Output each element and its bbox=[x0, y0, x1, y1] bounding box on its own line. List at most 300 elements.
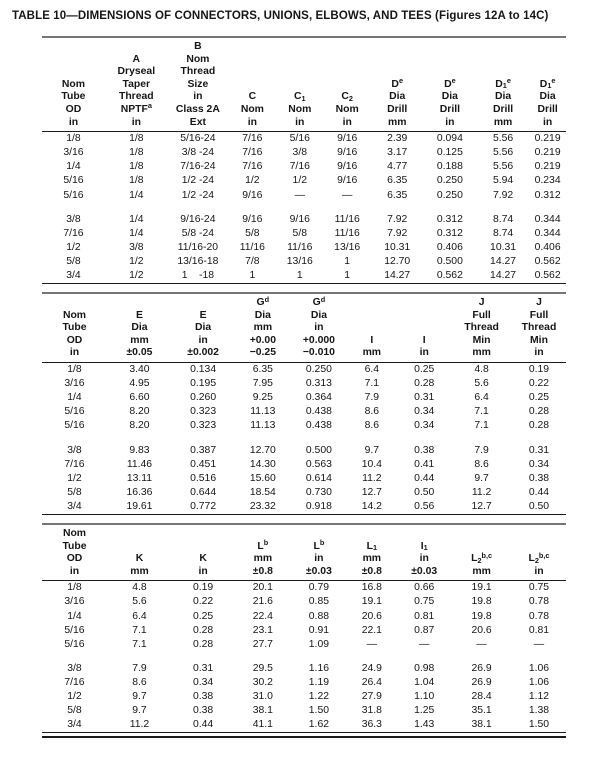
table-cell: 3/8 bbox=[67, 444, 82, 456]
table-cell: 0.644 bbox=[190, 486, 217, 498]
table-cell: 1/8 bbox=[129, 147, 144, 159]
table-cell: 0.219 bbox=[534, 161, 561, 173]
table-cell: 0.38 bbox=[192, 705, 214, 717]
table-cell: 3/4 bbox=[66, 270, 81, 281]
table-row bbox=[42, 472, 566, 486]
table-cell: 3.40 bbox=[129, 364, 150, 376]
table-cell: 1/2 bbox=[245, 175, 260, 187]
table-cell: 6.4 bbox=[364, 364, 380, 376]
table-cell: 1/8 bbox=[129, 175, 144, 187]
table-cell: 9/16 bbox=[337, 147, 358, 159]
table-cell: 11.2 bbox=[362, 472, 382, 484]
column-header: De Dia Drill mm bbox=[372, 37, 423, 132]
table-row bbox=[42, 595, 566, 609]
table-cell: 41.1 bbox=[252, 719, 273, 731]
table-cell: 21.6 bbox=[252, 596, 273, 608]
table-cell: 0.22 bbox=[192, 596, 214, 608]
column-header: Nom Tube OD in bbox=[42, 293, 107, 362]
table-cell: 14.2 bbox=[361, 500, 382, 512]
table-cell: 0.34 bbox=[414, 420, 435, 432]
table-cell: 6.35 bbox=[387, 175, 408, 187]
table-cell: 5/8 bbox=[66, 255, 81, 267]
table-cell: — bbox=[533, 638, 545, 650]
table-cell: 7/8 bbox=[245, 255, 260, 267]
table-cell: 4.95 bbox=[129, 378, 150, 390]
table-cell: 2.39 bbox=[387, 133, 408, 145]
table-cell: 7.9 bbox=[474, 444, 489, 456]
table-cell: 8.74 bbox=[492, 227, 514, 239]
table-cell: 0.79 bbox=[308, 582, 330, 594]
header-row bbox=[42, 524, 566, 581]
table-cell: 0.516 bbox=[190, 472, 217, 484]
table-row bbox=[42, 227, 566, 241]
table-cell: 0.31 bbox=[528, 444, 550, 456]
table-cell: 0.34 bbox=[528, 458, 550, 470]
table-cell: 1.25 bbox=[414, 705, 435, 717]
table-row bbox=[42, 363, 566, 378]
table-cell: 22.4 bbox=[252, 610, 273, 622]
table-cell: 3/4 bbox=[67, 719, 82, 731]
table-cell: 3/8 -24 bbox=[181, 147, 215, 159]
table-cell: 0.250 bbox=[436, 189, 463, 201]
table-cell: 5/16 bbox=[64, 406, 85, 418]
table-cell: 0.438 bbox=[305, 420, 332, 432]
table-cell: 0.38 bbox=[528, 472, 550, 484]
table-cell: 1 bbox=[344, 255, 351, 267]
table-cell: 5/16 bbox=[63, 189, 84, 201]
table-cell: 7.1 bbox=[132, 638, 147, 650]
column-header: C Nom in bbox=[228, 37, 277, 132]
table-cell: 0.323 bbox=[190, 406, 217, 418]
table-cell: 6.4 bbox=[132, 610, 147, 622]
table-cell: 0.219 bbox=[534, 133, 561, 145]
table-cell: 1.38 bbox=[528, 705, 550, 717]
table-cell: 6.60 bbox=[129, 392, 150, 404]
table-cell: 0.312 bbox=[436, 227, 463, 239]
table-cell: 9/16 bbox=[242, 213, 263, 225]
table-cell: 0.31 bbox=[414, 392, 435, 404]
table-cell: 14.27 bbox=[384, 270, 411, 281]
table-cell: 0.28 bbox=[192, 638, 214, 650]
table-cell: 1/4 bbox=[129, 189, 144, 201]
table-cell: 7/16 bbox=[242, 133, 263, 145]
table-row bbox=[42, 213, 566, 227]
table-cell: 7/16 bbox=[242, 147, 263, 159]
table-cell: 12.7 bbox=[361, 486, 382, 498]
table-cell: 11/16 bbox=[287, 241, 313, 253]
table-cell: 1.19 bbox=[308, 676, 330, 688]
table-cell: 19.8 bbox=[471, 610, 492, 622]
table-row bbox=[42, 610, 566, 624]
table-cell: 0.87 bbox=[414, 624, 435, 636]
column-header: $L_2^{b,c}$ in bbox=[512, 524, 566, 581]
column-header: A Dryseal Taper Thread NPTF$^a$ in bbox=[105, 37, 168, 132]
table-row bbox=[42, 444, 566, 458]
table-cell: 0.88 bbox=[308, 610, 330, 622]
table-cell: 0.81 bbox=[414, 610, 435, 622]
table-title: TABLE 10—DIMENSIONS OF CONNECTORS, UNIONS, ELBOWS, AND TEES (Figures 12A to 14C) bbox=[12, 10, 549, 22]
table-cell: 38.1 bbox=[471, 719, 492, 731]
table-row bbox=[42, 419, 566, 433]
table-cell: 6.35 bbox=[252, 364, 273, 376]
table-cell: 5.56 bbox=[492, 133, 514, 145]
table-cell: 7.1 bbox=[474, 406, 489, 418]
table-cell: 0.500 bbox=[436, 255, 463, 267]
table-cell: 7/16-24 bbox=[180, 161, 216, 173]
header-row bbox=[42, 37, 566, 132]
table-cell: 9.7 bbox=[364, 444, 380, 456]
table-cell: 12.70 bbox=[384, 255, 411, 267]
table-cell: 0.41 bbox=[414, 458, 435, 470]
column-header: J Full Thread Min mm bbox=[451, 293, 512, 362]
table-cell: 1/4 bbox=[66, 161, 81, 173]
table-cell: 9.25 bbox=[252, 392, 273, 404]
table-cell: 7.92 bbox=[492, 189, 514, 201]
table-cell: 5.6 bbox=[132, 596, 147, 608]
table-cell: 31.8 bbox=[361, 705, 382, 717]
table-cell: 0.451 bbox=[190, 458, 217, 470]
table-cell: 9/16 bbox=[337, 175, 358, 187]
table-cell: 35.1 bbox=[471, 705, 492, 717]
table-cell: 0.188 bbox=[436, 161, 463, 173]
table-cell: 0.323 bbox=[190, 420, 217, 432]
table-cell: 4.77 bbox=[387, 161, 408, 173]
table-cell: 1.22 bbox=[308, 691, 330, 703]
table-cell: 1/4 bbox=[67, 392, 82, 404]
table-cell: 0.562 bbox=[534, 255, 561, 267]
column-header: E Dia in ±0.002 bbox=[172, 293, 234, 362]
table-cell: 7.1 bbox=[364, 378, 380, 390]
table-cell: 0.250 bbox=[436, 175, 463, 187]
table-cell: — bbox=[341, 189, 353, 201]
table-cell: 1/2 bbox=[66, 241, 81, 253]
table-cell: 16.36 bbox=[126, 486, 153, 498]
table-cell: 3/16 bbox=[64, 596, 85, 608]
table-cell: 1/4 bbox=[129, 227, 144, 239]
table-cell: 0.25 bbox=[414, 364, 435, 376]
table-cell: 5/8 -24 bbox=[181, 227, 215, 239]
column-header: $L_1$ mm ±0.8 bbox=[346, 524, 397, 581]
table-row bbox=[42, 662, 566, 676]
header-row bbox=[42, 293, 566, 362]
table-cell: 20.6 bbox=[361, 610, 382, 622]
table-cell: 29.5 bbox=[252, 662, 273, 674]
table-cell: 0.312 bbox=[534, 189, 561, 201]
table-cell: 13/16 bbox=[286, 255, 313, 267]
table-cell: 26.9 bbox=[471, 676, 492, 688]
table-cell: 9.7 bbox=[474, 472, 489, 484]
table-cell: 0.918 bbox=[305, 500, 332, 512]
table-cell: 0.75 bbox=[414, 596, 435, 608]
table-cell: 5/16 bbox=[64, 624, 85, 636]
table-row bbox=[42, 391, 566, 405]
table-cell: 0.81 bbox=[528, 624, 550, 636]
table-cell: 1/2 bbox=[129, 255, 144, 267]
table-stack bbox=[42, 36, 566, 738]
table-cell: 11.13 bbox=[250, 406, 276, 418]
table-cell: 1.04 bbox=[414, 676, 435, 688]
table-cell: 18.54 bbox=[249, 486, 276, 498]
table-cell: 0.234 bbox=[534, 175, 561, 187]
table-cell: 1/4 bbox=[129, 213, 144, 225]
table-cell: 1 bbox=[249, 270, 256, 281]
table-cell: 5/8 bbox=[292, 227, 307, 239]
table-cell: 0.44 bbox=[528, 486, 550, 498]
table-cell: 8.74 bbox=[492, 213, 514, 225]
column-header: I mm bbox=[346, 293, 397, 362]
table-row bbox=[42, 624, 566, 638]
column-header: J Full Thread Min in bbox=[512, 293, 566, 362]
table-cell: 7/16 bbox=[289, 161, 310, 173]
table-cell: 1/4 bbox=[67, 610, 82, 622]
table-row bbox=[42, 377, 566, 391]
table-cell: 20.6 bbox=[471, 624, 492, 636]
table-cell: 11.46 bbox=[126, 458, 153, 470]
table-row bbox=[42, 718, 566, 733]
table-cell: 1.43 bbox=[414, 719, 435, 731]
column-header: $C_2$ Nom in bbox=[323, 37, 372, 132]
column-header: E Dia mm ±0.05 bbox=[107, 293, 172, 362]
dimensions-table-thread-and-drill bbox=[42, 36, 566, 284]
table-cell: 13/16 bbox=[334, 241, 361, 253]
table-cell: 27.7 bbox=[252, 638, 273, 650]
table-cell: 4.8 bbox=[132, 582, 147, 594]
table-cell: 26.9 bbox=[471, 662, 492, 674]
table-cell: 9/16 bbox=[289, 213, 310, 225]
table-cell: 5.94 bbox=[492, 175, 514, 187]
table-cell: 11.13 bbox=[250, 420, 276, 432]
table-cell: 9/16 bbox=[242, 189, 263, 201]
table-cell: 0.438 bbox=[305, 406, 332, 418]
table-row bbox=[42, 132, 566, 147]
table-cell: 11.2 bbox=[471, 486, 492, 498]
table-cell: 0.56 bbox=[414, 500, 435, 512]
table-cell: 3/8 bbox=[129, 241, 144, 253]
table-cell: 0.22 bbox=[528, 378, 550, 390]
table-cell: — bbox=[294, 189, 305, 201]
table-cell: — bbox=[366, 638, 377, 650]
table-cell: 36.3 bbox=[361, 719, 382, 731]
table-cell: 0.195 bbox=[190, 378, 217, 390]
table-row bbox=[42, 676, 566, 690]
table-cell: 0.38 bbox=[414, 444, 435, 456]
document-page bbox=[0, 9, 608, 738]
table-row bbox=[42, 500, 566, 515]
table-cell: 0.312 bbox=[436, 213, 463, 225]
table-row bbox=[42, 405, 566, 419]
table-cell: 0.25 bbox=[192, 610, 214, 622]
column-header: Nom Tube OD in bbox=[42, 37, 105, 132]
table-cell: 1.06 bbox=[528, 676, 550, 688]
table-cell: 24.9 bbox=[361, 662, 382, 674]
table-cell: 5/8 bbox=[67, 486, 82, 498]
table-cell: 8.6 bbox=[364, 420, 380, 432]
table-cell: 38.1 bbox=[252, 705, 273, 717]
table-cell: 1/2 -24 bbox=[181, 175, 215, 187]
column-header: I in bbox=[397, 293, 451, 362]
table-cell: 7.1 bbox=[474, 420, 489, 432]
table-cell: 13.11 bbox=[126, 472, 153, 484]
table-cell: 1/2 -24 bbox=[181, 189, 215, 201]
table-cell: 0.364 bbox=[305, 392, 332, 404]
table-cell: 0.85 bbox=[308, 596, 330, 608]
table-cell: 7.1 bbox=[132, 624, 147, 636]
table-row bbox=[42, 146, 566, 160]
table-bottom-rule bbox=[42, 736, 566, 739]
table-cell: 5/16 bbox=[64, 638, 85, 650]
table-cell: 1.10 bbox=[414, 691, 435, 703]
table-cell: 8.6 bbox=[474, 458, 489, 470]
column-header: De Dia Drill in bbox=[423, 37, 477, 132]
table-cell: 1.09 bbox=[308, 638, 330, 650]
table-cell: 8.20 bbox=[129, 406, 150, 418]
table-cell: 0.250 bbox=[305, 364, 332, 376]
column-header: $I_1$ in ±0.03 bbox=[397, 524, 451, 581]
table-cell: 0.91 bbox=[308, 624, 330, 636]
table-cell: 8.20 bbox=[129, 420, 150, 432]
table-cell: 16.8 bbox=[361, 582, 382, 594]
table-row bbox=[42, 160, 566, 174]
table-cell: 0.094 bbox=[436, 133, 463, 145]
table-row bbox=[42, 189, 566, 203]
table-cell: 5/16 bbox=[289, 133, 310, 145]
table-cell: 19.8 bbox=[471, 596, 492, 608]
table-cell: 1 bbox=[344, 270, 351, 281]
table-cell: 14.30 bbox=[249, 458, 276, 470]
column-header: $C_1$ Nom in bbox=[277, 37, 323, 132]
column-header: $L_2^{b,c}$ mm bbox=[451, 524, 512, 581]
table-cell: 0.500 bbox=[305, 444, 332, 456]
table-cell: 9/16 bbox=[337, 161, 358, 173]
table-cell: 0.730 bbox=[305, 486, 332, 498]
table-cell: 0.78 bbox=[528, 610, 550, 622]
table-cell: 20.1 bbox=[252, 582, 273, 594]
table-cell: 11/16 bbox=[239, 241, 265, 253]
table-cell: 0.313 bbox=[305, 378, 332, 390]
table-cell: 4.8 bbox=[474, 364, 489, 376]
table-cell: 9.7 bbox=[132, 691, 147, 703]
table-cell: 7.92 bbox=[387, 227, 408, 239]
table-cell: 14.27 bbox=[490, 270, 517, 281]
table-cell: 0.28 bbox=[528, 420, 550, 432]
table-cell: 5/16 bbox=[64, 420, 85, 432]
table-cell: 19.1 bbox=[471, 582, 492, 594]
table-cell: 19.1 bbox=[361, 596, 382, 608]
table-row bbox=[42, 486, 566, 500]
table-cell: 1/2 bbox=[67, 691, 82, 703]
table-cell: 0.38 bbox=[192, 691, 214, 703]
table-cell: 8.6 bbox=[132, 676, 147, 688]
table-cell: 0.563 bbox=[305, 458, 332, 470]
table-cell: 3.17 bbox=[387, 147, 408, 159]
table-cell: 19.61 bbox=[126, 500, 153, 512]
table-cell: 1.16 bbox=[308, 662, 330, 674]
column-header: B Nom Thread Size in Class 2A Ext bbox=[168, 37, 228, 132]
table-cell: 1/2 bbox=[67, 472, 82, 484]
table-cell: 1/8 bbox=[66, 133, 81, 145]
table-cell: 5.56 bbox=[492, 147, 514, 159]
table-cell: 11.2 bbox=[129, 719, 150, 731]
table-row bbox=[42, 581, 566, 596]
table-cell: 23.1 bbox=[252, 624, 273, 636]
table-cell: 0.28 bbox=[414, 378, 435, 390]
table-cell: 11/16 bbox=[334, 227, 360, 239]
table-cell: 3/16 bbox=[63, 147, 84, 159]
table-cell: 0.50 bbox=[528, 500, 550, 512]
table-row bbox=[42, 269, 566, 284]
table-cell: 31.0 bbox=[252, 691, 273, 703]
table-cell: 5/16 bbox=[63, 175, 84, 187]
table-cell: 5/8 bbox=[67, 705, 82, 717]
table-cell: 0.44 bbox=[192, 719, 214, 731]
table-cell: 3/8 bbox=[292, 147, 307, 159]
table-row bbox=[42, 241, 566, 255]
table-cell: 1 bbox=[296, 270, 303, 281]
table-cell: 14.27 bbox=[490, 255, 517, 267]
table-cell: 5.56 bbox=[492, 161, 514, 173]
table-cell: 0.562 bbox=[534, 270, 561, 281]
table-cell: 12.70 bbox=[249, 444, 276, 456]
table-cell: 7/16 bbox=[64, 676, 85, 688]
table-cell: 15.60 bbox=[249, 472, 276, 484]
table-cell: 1/2 bbox=[292, 175, 307, 187]
table-cell: 0.25 bbox=[528, 392, 550, 404]
table-cell: 1.06 bbox=[528, 662, 550, 674]
table-cell: 0.134 bbox=[190, 364, 217, 376]
table-cell: 12.7 bbox=[471, 500, 492, 512]
table-cell: 7.95 bbox=[252, 378, 273, 390]
table-cell: 0.344 bbox=[534, 227, 561, 239]
table-cell: 23.32 bbox=[249, 500, 276, 512]
column-header: $D_1^e$ Dia Drill mm bbox=[477, 37, 529, 132]
table-row bbox=[42, 174, 566, 188]
table-cell: 1.62 bbox=[308, 719, 330, 731]
table-cell: 11/16 bbox=[334, 213, 360, 225]
table-cell: 1.12 bbox=[528, 691, 550, 703]
table-cell: 6.35 bbox=[387, 189, 408, 201]
table-cell: 0.34 bbox=[414, 406, 435, 418]
table-row bbox=[42, 638, 566, 652]
table-row bbox=[42, 704, 566, 718]
table-cell: 8.6 bbox=[364, 406, 380, 418]
table-cell: 0.78 bbox=[528, 596, 550, 608]
table-cell: 0.387 bbox=[190, 444, 217, 456]
table-cell: 5/8 bbox=[245, 227, 260, 239]
table-cell: 27.9 bbox=[361, 691, 382, 703]
table-cell: 7/16 bbox=[242, 161, 263, 173]
table-cell: 7.9 bbox=[132, 662, 147, 674]
table-cell: 9/16 bbox=[337, 133, 358, 145]
table-cell: 3/16 bbox=[64, 378, 85, 390]
table-cell: 5.6 bbox=[474, 378, 489, 390]
table-cell: 1/8 bbox=[129, 133, 144, 145]
dimensions-table-k-l bbox=[42, 523, 566, 733]
table-cell: 0.44 bbox=[414, 472, 435, 484]
column-header: $G^d$ Dia in +0.000 −0.010 bbox=[291, 293, 346, 362]
table-cell: 0.562 bbox=[436, 270, 463, 281]
table-cell: 13/16-18 bbox=[177, 255, 219, 267]
table-cell: 10.31 bbox=[490, 241, 517, 253]
table-cell: 0.406 bbox=[534, 241, 561, 253]
dimensions-table-e-g-i-j bbox=[42, 292, 566, 515]
table-cell: 6.4 bbox=[474, 392, 489, 404]
table-cell: 9/16-24 bbox=[180, 213, 216, 225]
table-cell: — bbox=[419, 638, 430, 650]
table-cell: 0.31 bbox=[192, 662, 214, 674]
table-row bbox=[42, 255, 566, 269]
table-cell: 30.2 bbox=[252, 676, 273, 688]
table-cell: 0.28 bbox=[528, 406, 550, 418]
